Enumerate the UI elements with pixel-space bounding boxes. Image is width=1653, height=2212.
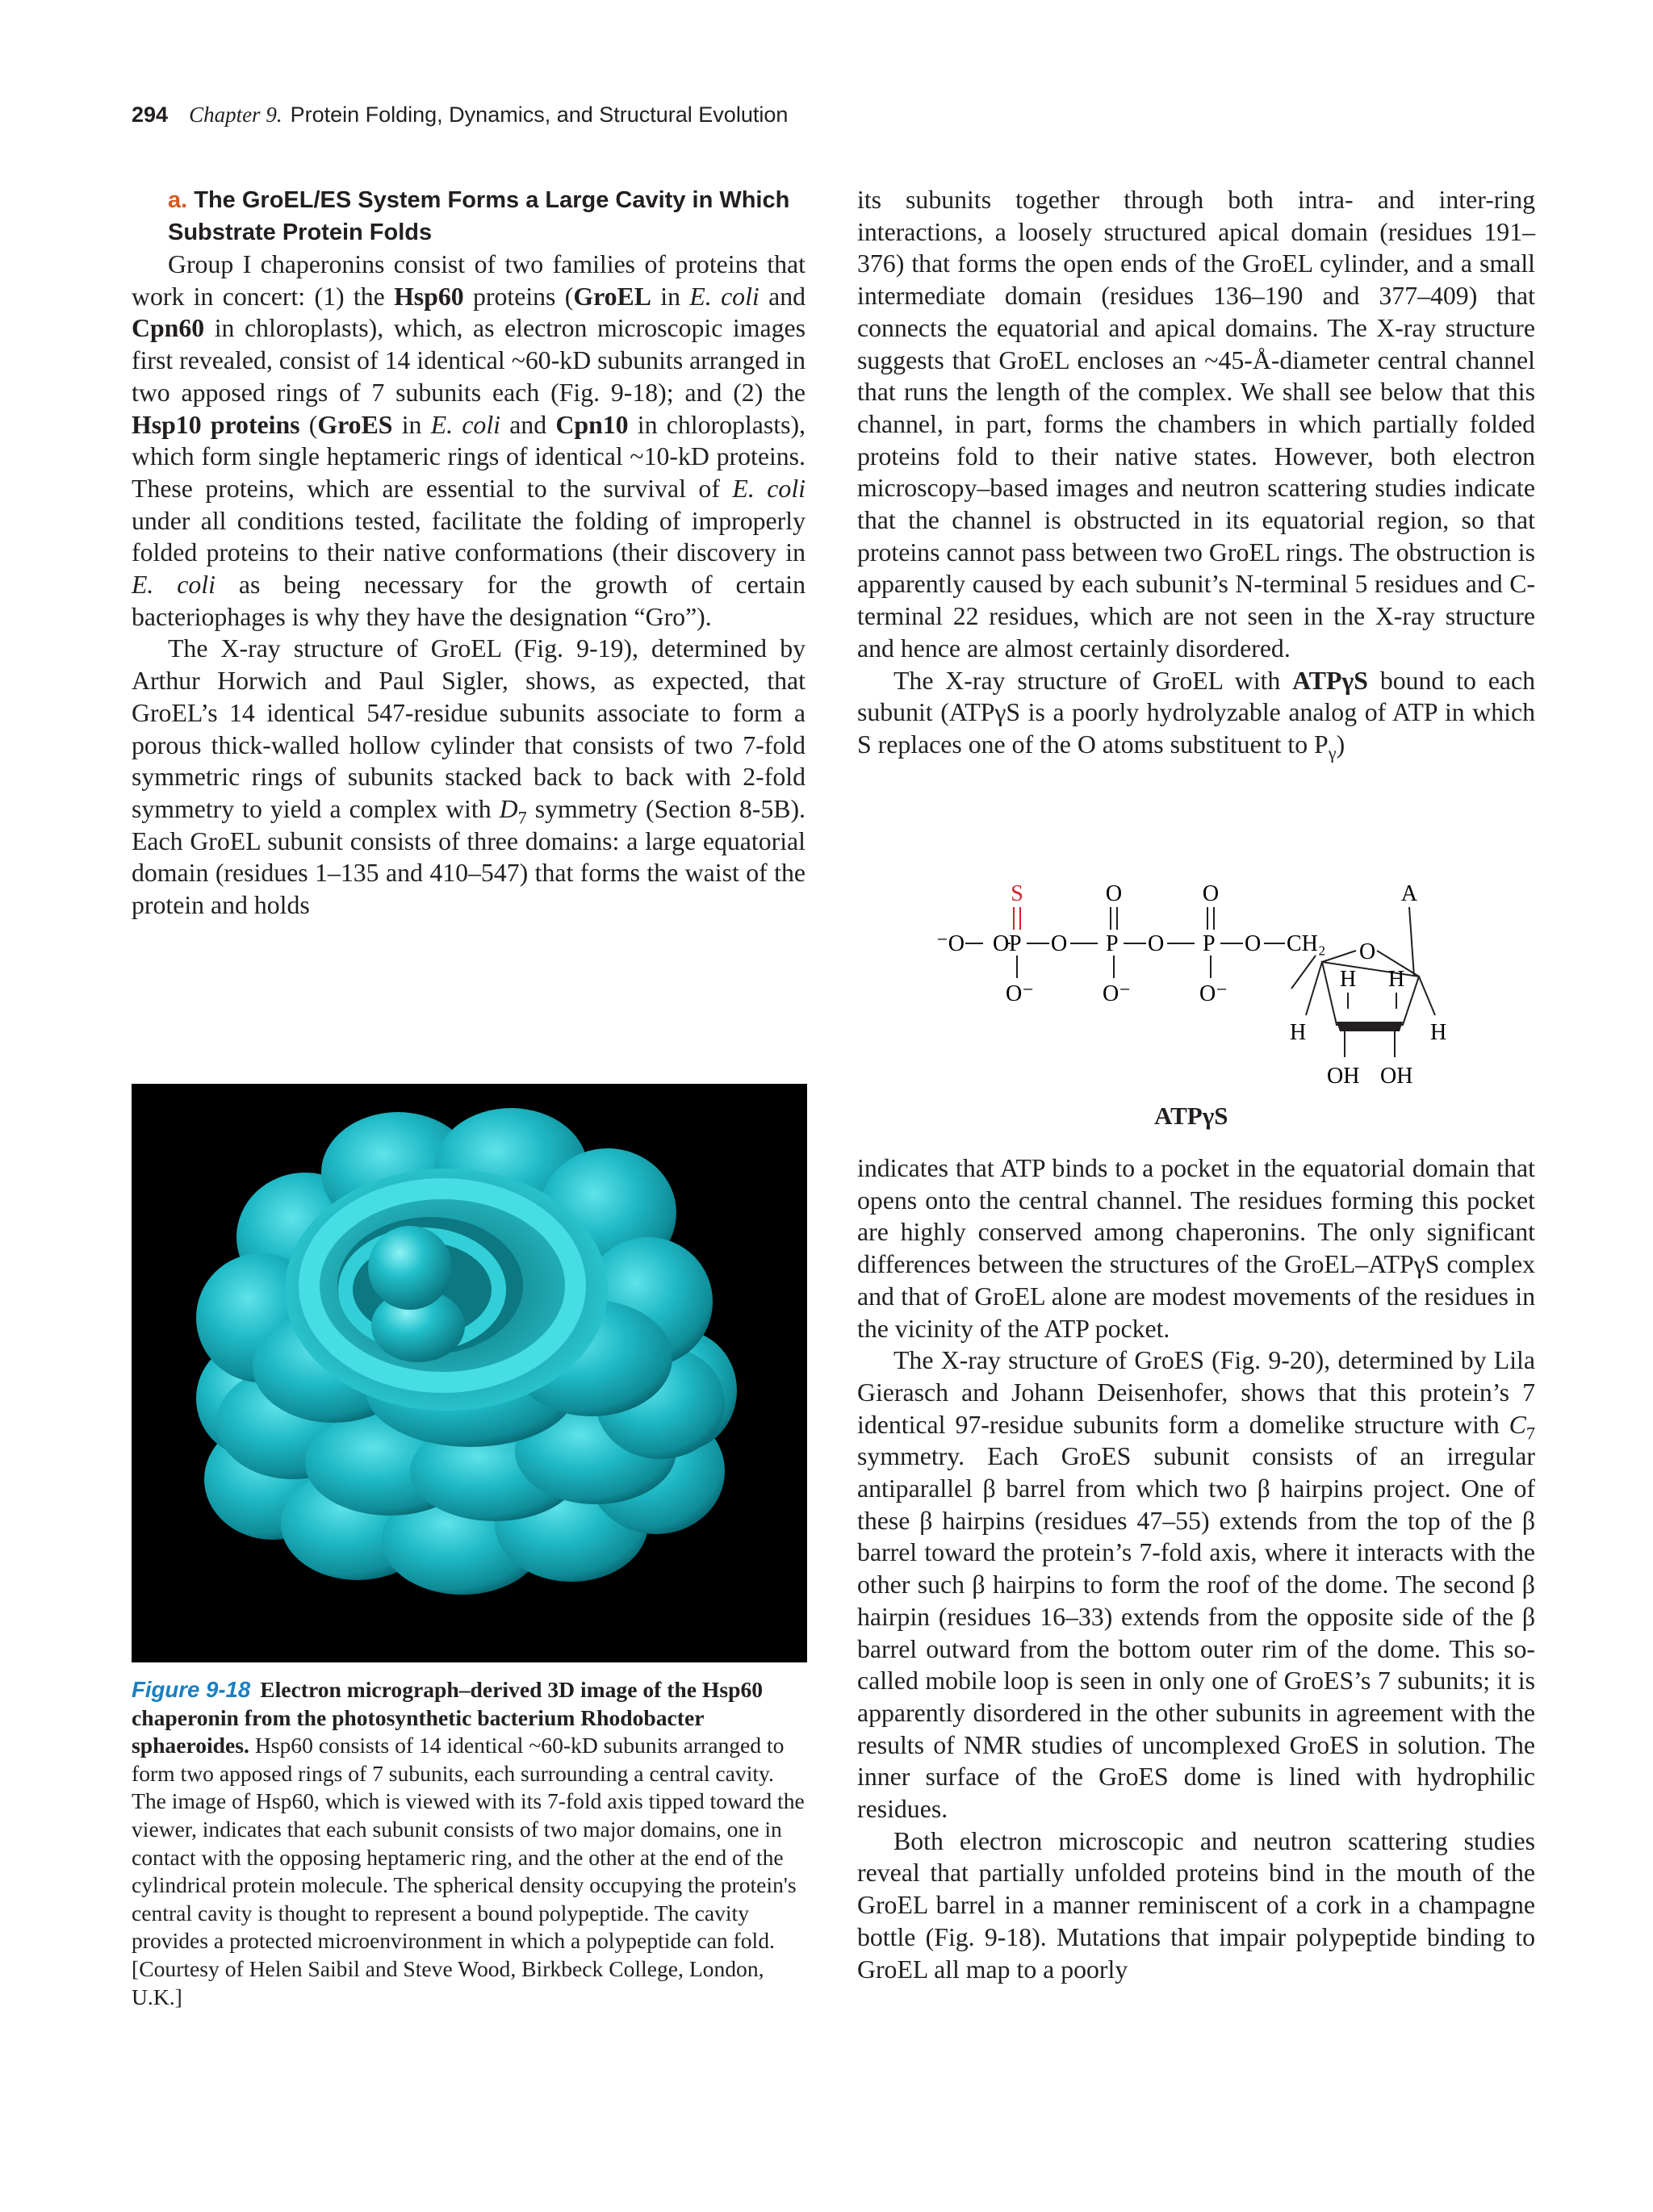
hydroxyl: OH — [1327, 1064, 1360, 1089]
atom-o: O — [993, 931, 1010, 956]
page-number: 294 — [132, 102, 169, 127]
paragraph: The X-ray structure of GroEL (Fig. 9-19), determined by Arthur Horwich and Paul Sigler, shows, as expected, that GroEL’s 14 identical 547-residue subunits associate to form a porous thick-walled hollow cylinder that consists of two 7-fold symmetric rings of subunits stacked back to back with 2-fold symmetry to yield a complex with $D_7$ symmetry (Section 8-5B). Each GroEL subunit consists of three domains: a large equatorial domain (residues 1–135 and 410–547) that forms the waist of the protein and holds — [132, 634, 806, 920]
oxygen-atom: O — [1202, 881, 1220, 906]
bound-polypeptide — [368, 1226, 452, 1310]
figure-image — [132, 1084, 807, 1662]
adenine-label: A — [1400, 881, 1418, 906]
ch2-group: CH₂ — [1287, 931, 1326, 956]
running-head — [132, 100, 788, 129]
figure-body: Hsp60 consists of 14 identical ~60-kD subunits arranged to form two apposed rings of 7 subunits, each surrounding a central cavity. The image of Hsp60, which is viewed with its 7-fold axis tipped toward the viewer, indicates that each subunit consists of two major domains, one in contact with the opposing heptameric ring, and the other at the end of the cylindrical protein molecule. The spherical density occupying the protein's central cavity is thought to represent a bound polypeptide. The cavity provides a protected microenvironment in which a polypeptide can fold. [Courtesy of Helen Saibil and Steve Wood, Birkbeck College, London, U.K.] — [132, 1733, 805, 2009]
sulfur-atom: S — [1011, 881, 1023, 906]
left-column-text — [132, 184, 806, 922]
paragraph: Both electron microscopic and neutron scattering studies reveal that partially unfolded proteins bind in the mouth of the GroEL barrel in a manner reminiscent of a cork in a champagne bottle (Fig. 9-18). Mutations that impair polypeptide binding to GroEL all map to a poorly — [857, 1826, 1535, 1984]
oxygen-anion: O⁻ — [1103, 981, 1131, 1006]
figure-number: Figure 9-18 — [132, 1677, 251, 1702]
atom-o: O — [1245, 931, 1262, 956]
phosphorus-beta: P — [1106, 931, 1119, 956]
oxygen-atom: O — [1105, 881, 1123, 906]
figure-title: Electron micrograph–derived 3D image of the Hsp60 chaperonin from the photosynthetic bacterium Rhodobacter sphaeroides. — [132, 1677, 764, 1758]
h-atom: H — [1430, 1020, 1447, 1045]
ring-oxygen: O — [1359, 939, 1376, 964]
hsp60-3d-render — [132, 1084, 807, 1662]
figure-caption — [132, 1676, 806, 2011]
hydroxyl: OH — [1380, 1064, 1413, 1089]
right-column-text-bottom — [857, 1152, 1535, 1985]
paragraph: Group I chaperonins consist of two families of proteins that work in concert: (1) the Hsp60 proteins (GroEL in E. coli and Cpn60 in chloroplasts), which, as electron microscopic images first revealed, consist of 14 identical ~60-kD subunits arranged in two apposed rings of 7 subunits each (Fig. 9-18); and (2) the Hsp10 proteins (GroES in E. coli and Cpn10 in chloroplasts), which form single heptameric rings of identical ~10-kD proteins. These proteins, which are essential to the survival of E. coli under all conditions tested, facilitate the folding of improperly folded proteins to their native conformations (their discovery in E. coli as being necessary for the growth of certain bacteriophages is why they have the designation “Gro”). — [132, 250, 806, 631]
section-label: a. — [168, 187, 188, 213]
oxygen-anion: O⁻ — [1006, 981, 1034, 1006]
paragraph: The X-ray structure of GroES (Fig. 9-20), determined by Lila Gierasch and Johann Deisenhofer, shows that this protein’s 7 identical 97-residue subunits form a domelike structure with $C_7$ symmetry. Each GroES subunit consists of an irregular antiparallel β barrel from which two β hairpins project. One of these β hairpins (residues 47–55) extends from the top of the β barrel toward the protein’s 7-fold axis, where it interacts with the other such β hairpins to form the roof of the dome. The second β hairpin (residues 16–33) extends from the opposite side of the β barrel outward from the bottom outer rim of the dome. This so-called mobile loop is seen in only one of GroES’s 7 subunits; it is apparently disordered in the other subunits in agreement with the results of NMR studies of uncomplexed GroES in solution. The inner surface of the GroES dome is lined with hydrophilic residues. — [857, 1346, 1535, 1824]
oxygen-anion: O⁻ — [1199, 981, 1228, 1006]
h-atom: H — [1290, 1020, 1307, 1045]
oxygen-anion: ⁻O — [936, 931, 965, 956]
chapter-title: Protein Folding, Dynamics, and Structural Evolution — [290, 102, 789, 127]
structure-label: ATPγS — [1154, 1102, 1228, 1130]
paragraph: indicates that ATP binds to a pocket in the equatorial domain that opens onto the central channel. The residues forming this pocket are highly conserved among chaperonins. The only significant differences between the structures of the GroEL–ATPγS complex and that of GroEL alone are modest movements of the residues in the vicinity of the ATP pocket. — [857, 1154, 1535, 1343]
section-title: The GroEL/ES System Forms a Large Cavity in Which Substrate Protein Folds — [168, 187, 790, 245]
chapter-label: Chapter 9. — [189, 102, 282, 127]
phosphorus-gamma: P — [1009, 931, 1022, 956]
h-atom: H — [1388, 967, 1405, 992]
atom-o: O — [1051, 931, 1068, 956]
h-atom: H — [1340, 967, 1357, 992]
paragraph: The X-ray structure of GroEL with ATPγS bound to each subunit (ATPγS is a poorly hydrolyzable analog of ATP in which S replaces one of the O atoms substituent to $P_\gamma$) — [857, 666, 1536, 763]
right-column-text-top — [857, 184, 1535, 761]
atom-o: O — [1148, 931, 1165, 956]
phosphorus-alpha: P — [1203, 931, 1216, 956]
paragraph: its subunits together through both intra- and inter-ring interactions, a loosely structured apical domain (residues 191–376) that forms the open ends of the GroEL cylinder, and a small intermediate domain (residues 136–190 and 377–409) that connects the equatorial and apical domains. The X-ray structure suggests that GroEL encloses an ~45-Å-diameter central channel that runs the length of the complex. We shall see below that this channel, in part, forms the chambers in which partially folded proteins fold to their native states. However, both electron microscopy–based images and neutron scattering studies indicate that the channel is obstructed in its equatorial region, so that proteins cannot pass between two GroEL rings. The obstruction is apparently caused by each subunit’s N-terminal 5 residues and C-terminal 22 residues, which are not seen in the X-ray structure and hence are almost certainly disordered. — [857, 186, 1535, 663]
section-heading — [132, 184, 806, 249]
